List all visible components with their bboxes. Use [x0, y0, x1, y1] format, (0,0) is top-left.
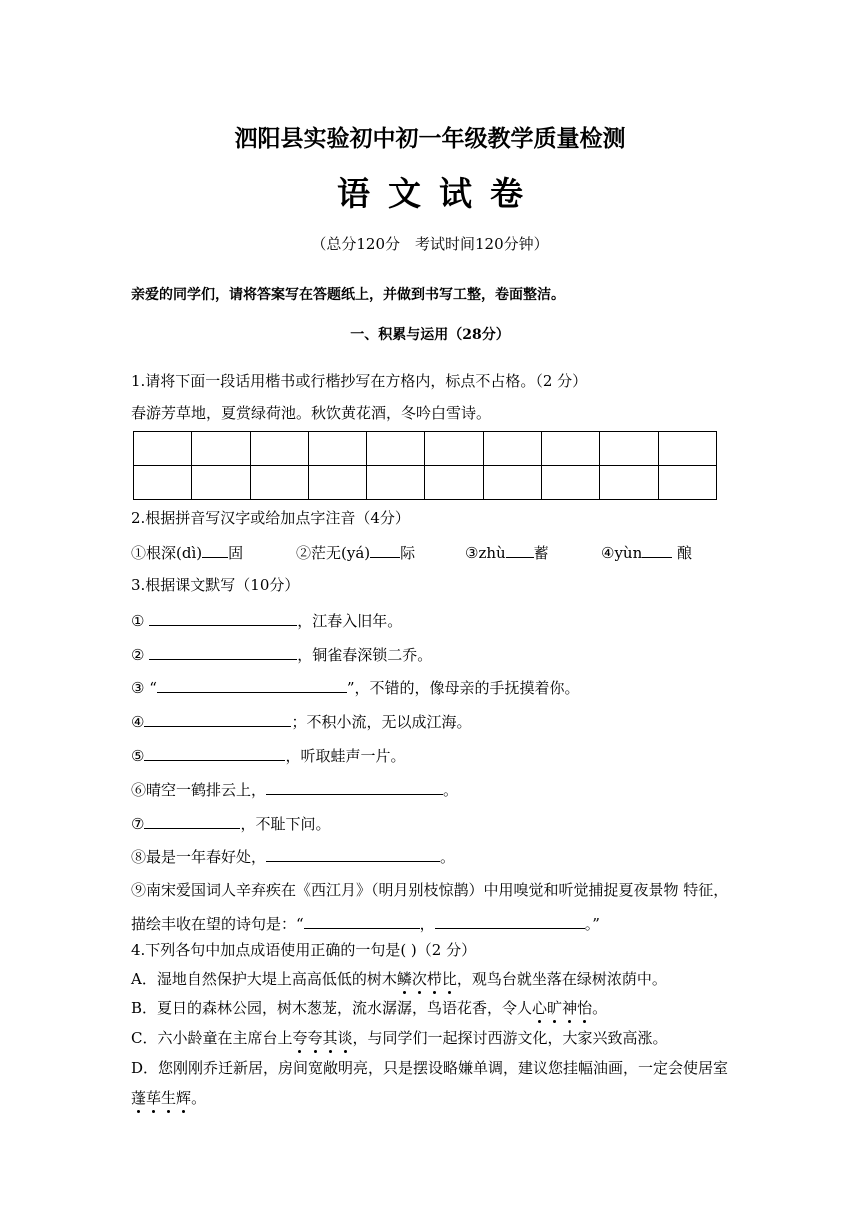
q2-prompt: 2.根据拼音写汉字或给加点字注音（4分） [131, 509, 410, 527]
q3-line-5 [131, 745, 405, 766]
option-text: C．六小龄童在主席台上 [131, 1029, 293, 1047]
q3-item9-line2 [131, 913, 600, 934]
writing-grid [133, 431, 717, 500]
answer-blank[interactable] [435, 913, 585, 929]
answer-blank[interactable] [304, 913, 420, 929]
q3-line-post: ；不积小流，无以成江海。 [291, 713, 472, 731]
q3-line-pre: ⑤ [131, 747, 145, 765]
dotted-idiom [292, 1029, 352, 1047]
q2-item-3 [465, 542, 549, 563]
q3-line-post: ，听取蛙声一片。 [285, 747, 406, 765]
q2-item-post: 际 [400, 544, 416, 562]
q4-option-c [131, 1028, 668, 1048]
dotted-char: 谈 [337, 1029, 353, 1047]
grid-cell [425, 466, 483, 500]
q3-line-pre: ② [131, 646, 150, 664]
q2-item-post: 固 [228, 544, 244, 562]
q3-item9-pre: 描绘丰收在望的诗句是：“ [131, 915, 304, 933]
q2-item-post: 蓄 [533, 544, 549, 562]
dotted-char: 心 [532, 999, 548, 1017]
notice-text: 亲爱的同学们，请将答案写在答题纸上，并做到书写工整，卷面整洁。 [131, 287, 565, 303]
option-text: 。 [191, 1089, 207, 1107]
q3-line-post: 。 [440, 848, 456, 866]
answer-blank[interactable] [370, 542, 400, 558]
q3-line-1 [131, 610, 402, 631]
dotted-char: 神 [562, 999, 578, 1017]
dotted-char: 次 [411, 970, 427, 988]
q2-item-pre: ③zhù [465, 544, 506, 562]
q2-item-pre: ②茫无(yá) [296, 544, 371, 562]
grid-cell [250, 466, 308, 500]
q2-item-2 [296, 542, 415, 563]
q3-line-2 [131, 644, 432, 665]
subject-title: 语文试卷 [337, 174, 541, 213]
grid-cell [308, 466, 366, 500]
q2-item-pre: ①根深(dì) [131, 544, 203, 562]
answer-blank[interactable] [144, 745, 285, 761]
q4-prompt: 4.下列各句中加点成语使用正确的一句是( )（2 分） [131, 941, 477, 959]
q3-line-post: ，不耻下问。 [240, 815, 331, 833]
answer-blank[interactable] [266, 846, 440, 862]
section-title: 一、积累与运用（28分） [350, 327, 510, 343]
q3-item9-mid: ， [419, 915, 435, 933]
option-text: B．夏日的森林公园，树木葱茏，流水潺潺，鸟语花香，令人 [131, 999, 533, 1017]
option-text: ，与同学们一起探讨西游文化，大家兴致高涨。 [352, 1029, 668, 1047]
dotted-char: 生 [161, 1089, 177, 1107]
answer-blank[interactable] [149, 610, 297, 626]
grid-cell [425, 432, 483, 466]
dotted-idiom [397, 970, 457, 988]
q3-prompt: 3.根据课文默写（10分） [131, 576, 300, 594]
dotted-char: 辉 [176, 1089, 192, 1107]
grid-cell [367, 466, 425, 500]
q3-line-8 [131, 846, 455, 867]
q3-line-3 [131, 677, 580, 698]
option-text: A．湿地自然保护大堤上高高低低的树木 [131, 970, 397, 988]
q3-item9-line1: ⑨南宋爱国词人辛弃疾在《西江月》（明月别枝惊鹊）中用嗅觉和听觉捕捉夏夜景物 特征， [131, 881, 729, 899]
dotted-char: 旷 [547, 999, 563, 1017]
q3-line-post: ”，不错的，像母亲的手抚摸着你。 [346, 679, 580, 697]
q3-line-7 [131, 813, 330, 834]
dotted-char: 夸 [307, 1029, 323, 1047]
grid-cell [308, 432, 366, 466]
dotted-char: 其 [322, 1029, 338, 1047]
q3-line-post: ，江春入旧年。 [297, 612, 403, 630]
q3-line-pre: ① [131, 612, 150, 630]
q3-line-pre: ⑧最是一年春好处， [131, 848, 267, 866]
q3-line-pre: ③ “ [131, 679, 157, 697]
answer-blank[interactable] [157, 677, 347, 693]
q2-item-4 [601, 542, 692, 563]
grid-cell [542, 432, 600, 466]
q3-line-pre: ⑦ [131, 815, 145, 833]
dotted-char: 蓬 [131, 1089, 147, 1107]
q4-option-d-line2 [131, 1088, 206, 1108]
answer-blank[interactable] [144, 813, 240, 829]
answer-blank[interactable] [642, 542, 672, 558]
grid-cell [600, 432, 658, 466]
grid-cell [134, 466, 192, 500]
grid-cell [134, 432, 192, 466]
dotted-idiom [532, 999, 592, 1017]
option-text: 。 [592, 999, 608, 1017]
q3-line-pre: ④ [131, 713, 145, 731]
q3-line-4 [131, 711, 471, 732]
q4-option-a [131, 969, 667, 989]
q3-item9-post: 。” [584, 915, 600, 933]
answer-blank[interactable] [149, 644, 297, 660]
q2-item-post: 酿 [672, 544, 693, 562]
dotted-char: 夸 [292, 1029, 308, 1047]
dotted-idiom [131, 1089, 191, 1107]
q3-line-6 [131, 779, 458, 800]
grid-cell [192, 466, 250, 500]
school-title: 泗阳县实验初中初一年级教学质量检测 [234, 125, 626, 152]
grid-cell [367, 432, 425, 466]
dotted-char: 栉 [426, 970, 442, 988]
q4-option-d-line1: D．您刚刚乔迁新居，房间宽敞明亮，只是摆设略嫌单调，建议您挂幅油画，一定会使居室 [131, 1059, 729, 1077]
grid-cell [542, 466, 600, 500]
grid-cell [658, 432, 716, 466]
dotted-char: 比 [441, 970, 457, 988]
exam-info: （总分120分 考试时间120分钟） [311, 235, 549, 253]
grid-cell [192, 432, 250, 466]
grid-cell [483, 466, 541, 500]
dotted-char: 怡 [577, 999, 593, 1017]
answer-blank[interactable] [202, 542, 228, 558]
q4-option-b [131, 998, 607, 1018]
q1-text: 春游芳草地，夏赏绿荷池。秋饮黄花酒，冬吟白雪诗。 [131, 404, 492, 422]
q3-line-post: 。 [443, 781, 459, 799]
grid-cell [600, 466, 658, 500]
grid-cell [658, 466, 716, 500]
dotted-char: 荜 [146, 1089, 162, 1107]
q3-line-pre: ⑥晴空一鹤排云上， [131, 781, 267, 799]
grid-cell [250, 432, 308, 466]
grid-cell [483, 432, 541, 466]
option-text: ，观鸟台就坐落在绿树浓荫中。 [456, 970, 667, 988]
answer-blank[interactable] [506, 542, 534, 558]
answer-blank[interactable] [144, 711, 291, 727]
q1-prompt: 1.请将下面一段话用楷书或行楷抄写在方格内，标点不占格。（2 分） [131, 372, 588, 390]
q2-item-1 [131, 542, 243, 563]
dotted-char: 鳞 [396, 970, 412, 988]
answer-blank[interactable] [266, 779, 443, 795]
q2-item-pre: ④yùn [601, 544, 643, 562]
q3-line-post: ，铜雀春深锁二乔。 [297, 646, 433, 664]
